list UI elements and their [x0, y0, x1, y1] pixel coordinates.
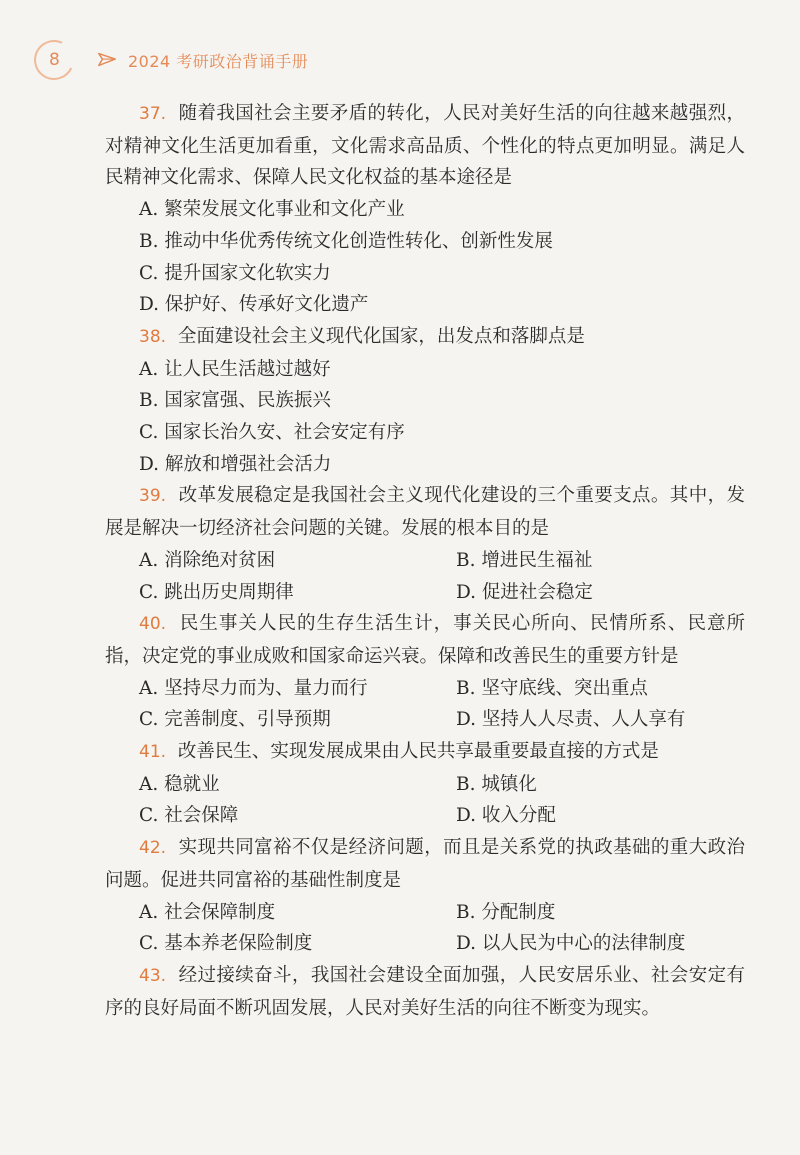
- question-42: [105, 832, 745, 896]
- page-number: 8: [48, 50, 60, 71]
- option-a: A. 消除绝对贫困: [139, 549, 276, 571]
- question-39: [105, 480, 745, 544]
- question-43: [105, 960, 745, 1024]
- question-41: [105, 736, 745, 769]
- option-d: D. 收入分配: [456, 805, 556, 827]
- page-header: [34, 38, 308, 82]
- option-row: [105, 928, 745, 960]
- option-row: [105, 704, 745, 736]
- option-b: B. 增进民生福祉: [456, 549, 593, 571]
- option-b: B. 推动中华优秀传统文化创造性转化、创新性发展: [139, 230, 553, 252]
- question-stem: 经过接续奋斗，我国社会建设全面加强，人民安居乐业、社会安定有序的良好局面不断巩固发展，人民对美好生活的向往不断变为现实。: [105, 964, 745, 1019]
- option-b: B. 分配制度: [456, 901, 556, 923]
- option-a: A. 坚持尽力而为、量力而行: [139, 677, 368, 699]
- option-row: [105, 897, 745, 929]
- question-number: 39.: [139, 486, 167, 507]
- question-stem: 随着我国社会主要矛盾的转化，人民对美好生活的向往越来越强烈，对精神文化生活更加看重，文化需求高品质、个性化的特点更加明显。满足人民精神文化需求、保障人民文化权益的基本途径是: [105, 103, 745, 189]
- question-stem: 实现共同富裕不仅是经济问题，而且是关系党的执政基础的重大政治问题。促进共同富裕的基础性制度是: [105, 837, 745, 891]
- option-c: C. 基本养老保险制度: [139, 933, 313, 955]
- option-row: [105, 769, 745, 801]
- option-row: [105, 577, 745, 609]
- question-38: [105, 321, 745, 354]
- option-d: D. 促进社会稳定: [456, 581, 593, 603]
- question-37: [105, 98, 745, 194]
- option-row: [105, 545, 745, 577]
- option-c: C. 完善制度、引导预期: [139, 709, 331, 731]
- question-number: 43.: [139, 965, 167, 986]
- option-b: B. 坚守底线、突出重点: [456, 677, 648, 699]
- option-c: C. 提升国家文化软实力: [139, 262, 331, 284]
- paper-plane-icon: [96, 49, 118, 71]
- option-b: B. 国家富强、民族振兴: [139, 390, 331, 412]
- option-row: [105, 673, 745, 705]
- option-d: D. 保护好、传承好文化遗产: [139, 294, 369, 316]
- option-c: C. 社会保障: [139, 805, 239, 827]
- question-number: 40.: [139, 614, 167, 635]
- option-row: [105, 800, 745, 832]
- question-stem: 全面建设社会主义现代化国家，出发点和落脚点是: [177, 325, 585, 347]
- page-number-badge: [28, 34, 79, 85]
- question-40: [105, 608, 745, 672]
- option-a: A. 繁荣发展文化事业和文化产业: [139, 199, 405, 221]
- option-d: D. 以人民为中心的法律制度: [456, 933, 686, 955]
- option-b: B. 城镇化: [456, 773, 537, 795]
- option-a: A. 社会保障制度: [139, 901, 276, 923]
- book-title: 2024 考研政治背诵手册: [128, 51, 309, 71]
- question-number: 42.: [139, 838, 167, 859]
- question-number: 38.: [139, 326, 167, 347]
- option-a: A. 让人民生活越过越好: [139, 358, 331, 380]
- question-number: 41.: [139, 742, 167, 763]
- question-stem: 改革发展稳定是我国社会主义现代化建设的三个重要支点。其中，发展是解决一切经济社会问题的关键。发展的根本目的是: [105, 485, 745, 540]
- option-d: D. 解放和增强社会活力: [139, 453, 332, 475]
- option-c: C. 跳出历史周期律: [139, 581, 294, 603]
- question-number: 37.: [139, 104, 167, 124]
- question-stem: 改善民生、实现发展成果由人民共享最重要最直接的方式是: [177, 741, 659, 763]
- option-c: C. 国家长治久安、社会安定有序: [139, 422, 405, 444]
- question-stem: 民生事关人民的生存生活生计，事关民心所向、民情所系、民意所指，决定党的事业成败和国家命运兴衰。保障和改善民生的重要方针是: [105, 613, 745, 667]
- option-d: D. 坚持人人尽责、人人享有: [456, 709, 686, 731]
- question-list: [105, 98, 745, 1024]
- option-a: A. 稳就业: [139, 773, 220, 795]
